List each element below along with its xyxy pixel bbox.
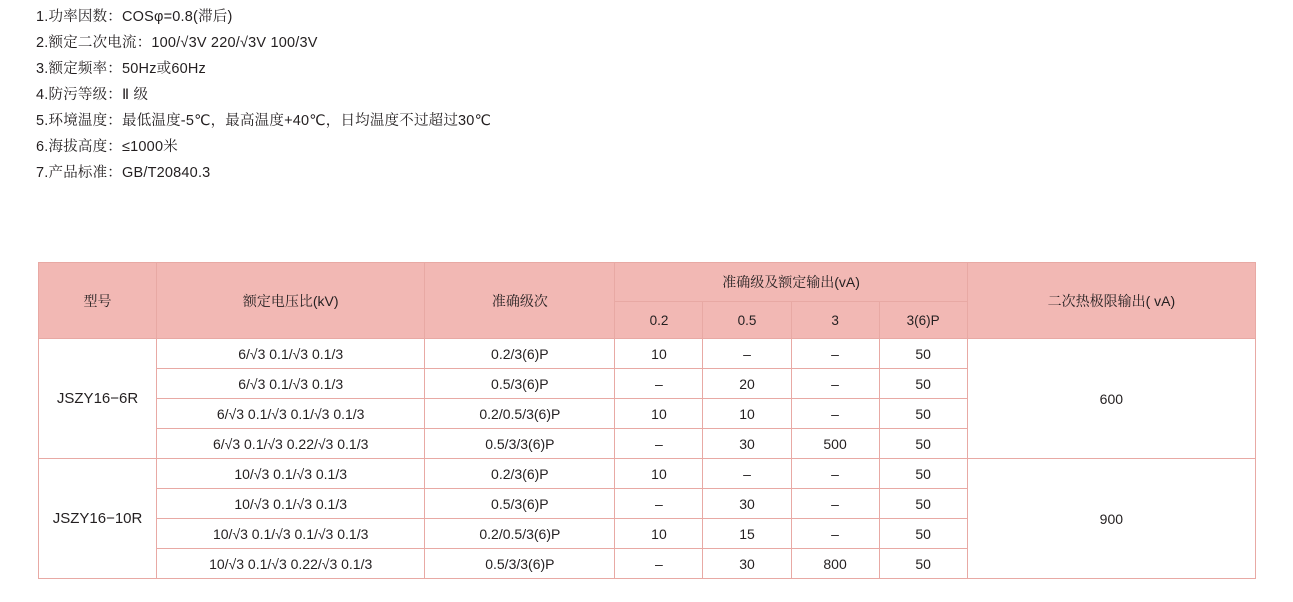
- spec-item-1: 1.功率因数：COSφ=0.8(滞后): [36, 9, 233, 25]
- cell-class: 0.2/3(6)P: [425, 339, 615, 369]
- cell-output-3: 500: [791, 429, 879, 459]
- table-body: [39, 339, 1256, 579]
- cell-output-3: 800: [791, 549, 879, 579]
- cell-output-02: 10: [615, 519, 703, 549]
- cell-output-36p: 50: [879, 369, 967, 399]
- cell-ratio: 6/√3 0.1/√3 0.1/3: [157, 369, 425, 399]
- header-output-02: 0.2: [615, 302, 703, 339]
- spec-item-7: 7.产品标准：GB/T20840.3: [36, 165, 211, 181]
- spec-item-3: 3.额定频率：50Hz或60Hz: [36, 61, 206, 77]
- cell-output-3: –: [791, 459, 879, 489]
- header-output-36p: 3(6)P: [879, 302, 967, 339]
- header-output-05: 0.5: [703, 302, 791, 339]
- cell-output-36p: 50: [879, 399, 967, 429]
- cell-output-36p: 50: [879, 519, 967, 549]
- table-row: [39, 339, 1256, 369]
- cell-output-3: –: [791, 399, 879, 429]
- spec-item-6: 6.海拔高度：≤1000米: [36, 139, 178, 155]
- cell-output-02: –: [615, 369, 703, 399]
- cell-output-36p: 50: [879, 489, 967, 519]
- cell-thermal-900: 900: [967, 459, 1255, 579]
- cell-output-3: –: [791, 489, 879, 519]
- cell-output-05: 15: [703, 519, 791, 549]
- spec-item-5: 5.环境温度：最低温度-5℃，最高温度+40℃，日均温度不过超过30℃: [36, 113, 492, 129]
- header-output-3: 3: [791, 302, 879, 339]
- cell-output-02: 10: [615, 399, 703, 429]
- cell-class: 0.2/3(6)P: [425, 459, 615, 489]
- cell-class: 0.2/0.5/3(6)P: [425, 519, 615, 549]
- cell-ratio: 10/√3 0.1/√3 0.1/3: [157, 489, 425, 519]
- cell-output-3: –: [791, 339, 879, 369]
- cell-output-36p: 50: [879, 549, 967, 579]
- specification-list: [36, 4, 936, 186]
- cell-output-3: –: [791, 519, 879, 549]
- cell-class: 0.2/0.5/3(6)P: [425, 399, 615, 429]
- cell-class: 0.5/3/3(6)P: [425, 549, 615, 579]
- cell-output-05: –: [703, 339, 791, 369]
- table-header-row-main: [39, 263, 1256, 302]
- cell-thermal-600: 600: [967, 339, 1255, 459]
- cell-class: 0.5/3/3(6)P: [425, 429, 615, 459]
- cell-class: 0.5/3(6)P: [425, 369, 615, 399]
- cell-output-05: 30: [703, 549, 791, 579]
- cell-output-05: 10: [703, 399, 791, 429]
- cell-output-05: 30: [703, 489, 791, 519]
- cell-ratio: 10/√3 0.1/√3 0.22/√3 0.1/3: [157, 549, 425, 579]
- cell-ratio: 6/√3 0.1/√3 0.1/√3 0.1/3: [157, 399, 425, 429]
- cell-class: 0.5/3(6)P: [425, 489, 615, 519]
- specification-table-wrapper: [38, 262, 1256, 579]
- cell-output-36p: 50: [879, 459, 967, 489]
- cell-ratio: 10/√3 0.1/√3 0.1/√3 0.1/3: [157, 519, 425, 549]
- cell-ratio: 10/√3 0.1/√3 0.1/3: [157, 459, 425, 489]
- cell-model-jszy16-10r: JSZY16−10R: [39, 459, 157, 579]
- cell-output-3: –: [791, 369, 879, 399]
- cell-output-36p: 50: [879, 429, 967, 459]
- header-voltage-ratio: 额定电压比(kV): [157, 263, 425, 339]
- cell-output-02: –: [615, 549, 703, 579]
- cell-output-05: 20: [703, 369, 791, 399]
- spec-item-4: 4.防污等级：Ⅱ 级: [36, 87, 149, 103]
- specification-table: [38, 262, 1256, 579]
- cell-model-jszy16-6r: JSZY16−6R: [39, 339, 157, 459]
- spec-item-2: 2.额定二次电流：100/√3V 220/√3V 100/3V: [36, 35, 318, 51]
- cell-output-36p: 50: [879, 339, 967, 369]
- cell-output-02: 10: [615, 339, 703, 369]
- header-accuracy-output: 准确级及额定输出(vA): [615, 263, 967, 302]
- cell-output-05: 30: [703, 429, 791, 459]
- table-row: [39, 459, 1256, 489]
- header-model: 型号: [39, 263, 157, 339]
- cell-output-02: –: [615, 489, 703, 519]
- cell-output-05: –: [703, 459, 791, 489]
- cell-ratio: 6/√3 0.1/√3 0.1/3: [157, 339, 425, 369]
- header-accuracy-class: 准确级次: [425, 263, 615, 339]
- header-thermal-limit-output: 二次热极限输出( vA): [967, 263, 1255, 339]
- cell-ratio: 6/√3 0.1/√3 0.22/√3 0.1/3: [157, 429, 425, 459]
- cell-output-02: 10: [615, 459, 703, 489]
- cell-output-02: –: [615, 429, 703, 459]
- table-head: [39, 263, 1256, 339]
